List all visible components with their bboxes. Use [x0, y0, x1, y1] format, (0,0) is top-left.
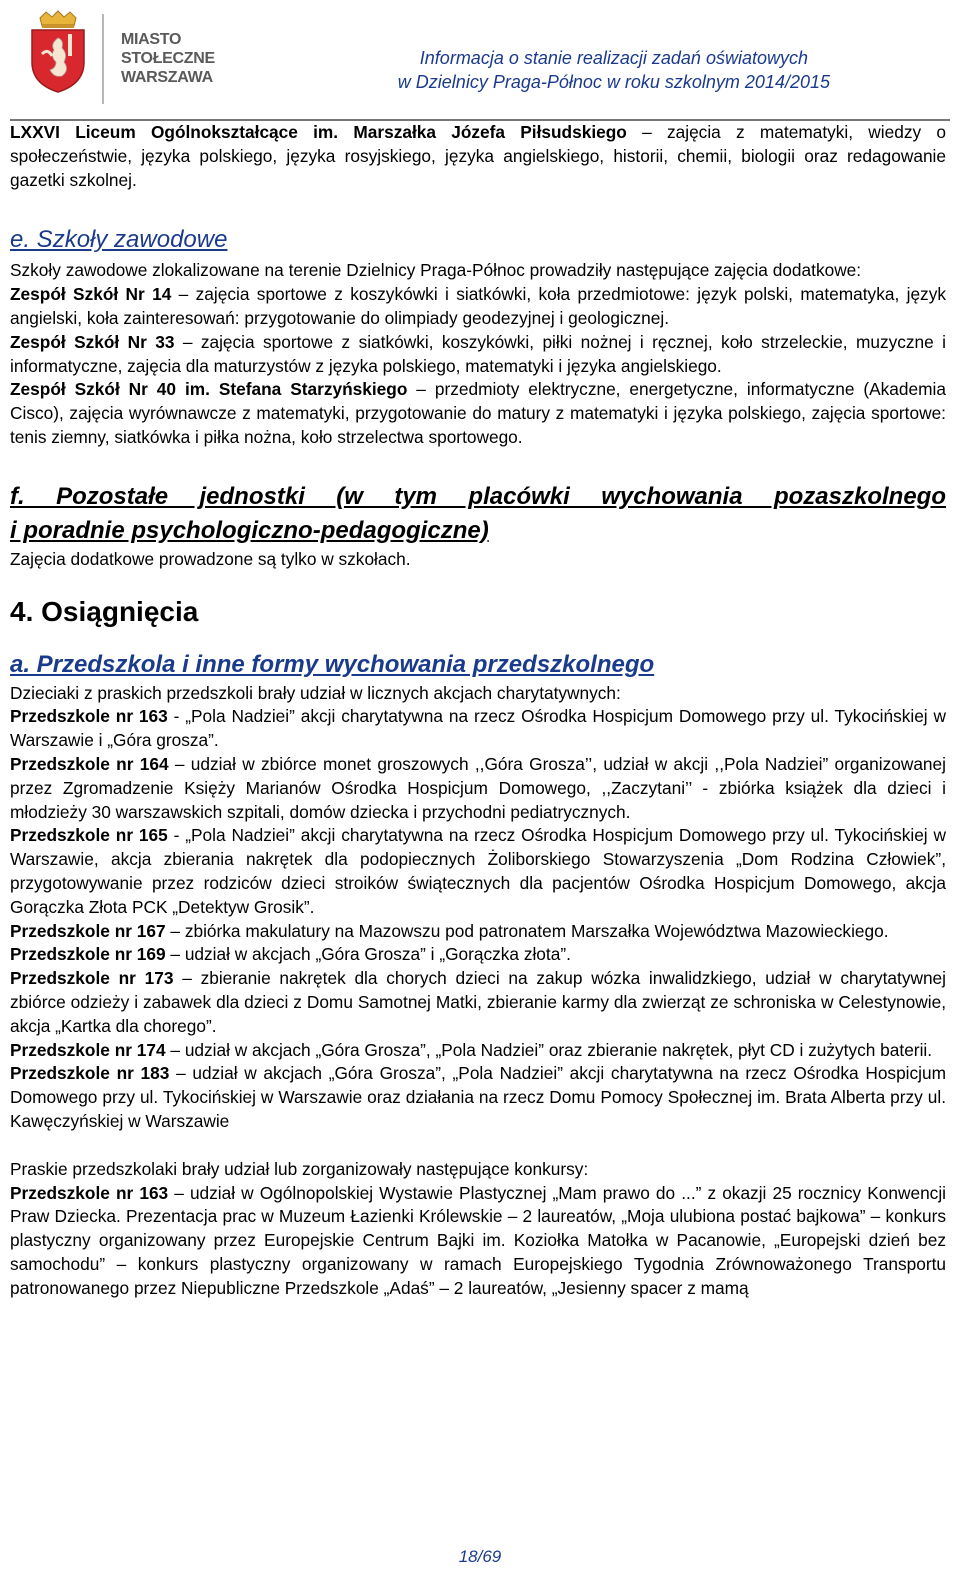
section-a-intro: Dzieciaki z praskich przedszkoli brały udział w licznych akcjach charytatywnych: — [10, 682, 621, 703]
page-content — [10, 121, 946, 1300]
preschool-name: Przedszkole nr 163 — [10, 1182, 169, 1203]
city-name — [121, 30, 215, 87]
school-name: Zespół Szkół Nr 33 — [10, 331, 175, 352]
contest-entry — [10, 1182, 946, 1301]
preschool-entry — [10, 753, 946, 824]
preschool-entry-text: - „Pola Nadziei” akcji charytatywna na rzecz Ośrodka Hospicjum Domowego przy ul. Tykocińskiej w Warszawie i „Góra grosza”. — [10, 706, 947, 751]
paragraph-text: – zajęcia z matematyki, wiedzy o społeczeństwie, języka polskiego, języka rosyjskiego, języka angielskiego, historii, chemii, biologii oraz redagowanie gazetki szkolnej. — [10, 122, 946, 190]
school-name: Zespół Szkół Nr 40 im. Stefana Starzyńskiego — [10, 379, 408, 400]
preschool-entry-text: – udział w akcjach „Góra Grosza”, „Pola Nadziei” oraz zbieranie nakrętek, płyt CD i zużytych baterii. — [165, 1039, 933, 1060]
school-entry — [10, 331, 946, 379]
school-name: Zespół Szkół Nr 14 — [10, 284, 172, 305]
contest-intro: Praskie przedszkolaki brały udział lub zorganizowały następujące konkursy: — [10, 1158, 589, 1179]
spacer — [10, 1134, 946, 1158]
preschool-name: Przedszkole nr 164 — [10, 753, 169, 774]
section-f-text: Zajęcia dodatkowe prowadzone są tylko w szkołach. — [10, 548, 411, 569]
preschool-entry — [10, 920, 946, 944]
school-entry-text: – zajęcia sportowe z siatkówki, koszykówki, piłki nożnej i ręcznej, koło strzeleckie, muzyczne i informatyczne, zajęcia dla maturzystów z języka polskiego, matematyki i języka angielskiego. — [10, 331, 946, 376]
preschool-entry — [10, 824, 946, 919]
section-e-heading: e. Szkoły zawodowe — [10, 226, 228, 254]
preschool-entry — [10, 1039, 946, 1063]
school-entry — [10, 378, 946, 449]
school-entry — [10, 283, 946, 331]
logo-divider — [102, 14, 104, 104]
school-name: LXXVI Liceum Ogólnokształcące im. Marszałka Józefa Piłsudskiego — [10, 122, 627, 142]
preschool-entry-text: - „Pola Nadziei” akcji charytatywna na rzecz Ośrodka Hospicjum Domowego przy ul. Tykocińskiej w Warszawie, akcja zbierania nakrętek dla podopiecznych Żoliborskiego Stowarzyszenia „Dom Rodzina Człowiek”, przygotowywanie przez rodziców dzieci stroików świątecznych dla pacjentów Ośrodka Hospicjum Domowego, akcja Gorączka Złota PCK „Detektyw Grosik”. — [10, 825, 947, 917]
school-entry-text: – przedmioty elektryczne, energetyczne, informatyczne (Akademia Cisco), zajęcia wyrównawcze z matematyki, przygotowanie do matury z matematyki i języka polskiego, zajęcia sportowe: tenis ziemny, siatkówka i piłka nożna, koło strzelectwa sportowego. — [10, 379, 946, 447]
preschool-name: Przedszkole nr 174 — [10, 1039, 166, 1060]
page-number: 18/69 — [458, 1547, 502, 1566]
document-title — [398, 46, 830, 94]
preschool-name: Przedszkole nr 163 — [10, 706, 168, 727]
preschool-name: Przedszkole nr 165 — [10, 825, 168, 846]
preschool-entry-text: – udział w akcjach „Góra Grosza” i „Gorączka złota”. — [165, 944, 571, 965]
preschool-entry-text: – udział w akcjach „Góra Grosza”, „Pola Nadziei” akcji charytatywna na rzecz Ośrodka Hospicjum Domowego przy ul. Tykocińskiej w Warszawie oraz działania na rzecz Domu Pomocy Społecznej im. Brata Alberta przy ul. Kawęczyńskiej w Warszawie — [10, 1063, 947, 1131]
preschool-entry-text: – zbiórka makulatury na Mazowszu pod patronatem Marszałka Województwa Mazowieckiego. — [165, 920, 889, 941]
preschool-entry-text: – zbieranie nakrętek dla chorych dzieci na zakup wózka inwalidzkiego, udział w charytatywnej zbiórce odzieży i zabawek dla dzieci z Domu Samotnej Matki, zbieranie karmy dla zwierząt ze schroniska w Celestynowie, akcja „Kartka dla chorego”. — [10, 968, 947, 1036]
city-name-line: WARSZAWA — [121, 69, 213, 86]
section-f-heading-line1: f. Pozostałe jednostki (w tym placówki wychowania pozaszkolnego — [10, 482, 946, 510]
preschool-name: Przedszkole nr 173 — [10, 968, 174, 989]
section-4-heading: 4. Osiągnięcia — [10, 595, 199, 627]
city-name-line: STOŁECZNE — [121, 50, 215, 67]
preschool-name: Przedszkole nr 169 — [10, 944, 166, 965]
warsaw-coat-of-arms-icon — [28, 10, 88, 94]
city-name-line: MIASTO — [121, 31, 182, 48]
contest-entry-text: – udział w Ogólnopolskiej Wystawie Plastycznej „Mam prawo do ...” z okazji 25 rocznicy Konwencji Praw Dziecka. Prezentacja prac w Muzeum Łazienki Królewskie – 2 laureatów, „Moja ulubiona postać bajkowa” – konkurs plastyczny organizowany przez Europejskie Centrum Bajki im. Koziołka Matołka w Pacanowie, „Europejski dzień bez samochodu” – konkurs plastyczny organizowany w ramach Europejskiego Tygodnia Zrównoważonego Transportu patronowanego przez Niepubliczne Przedszkole „Adaś” – 2 laureatów, „Jesienny spacer z mamą — [10, 1182, 946, 1298]
paragraph-liceum — [10, 121, 946, 192]
preschool-name: Przedszkole nr 183 — [10, 1063, 170, 1084]
preschool-entry — [10, 1062, 946, 1133]
section-f-heading-line2: i poradnie psychologiczno-pedagogiczne) — [10, 516, 489, 544]
preschool-entry — [10, 705, 946, 753]
document-title-line1: Informacja o stanie realizacji zadań oświatowych — [419, 48, 808, 68]
school-entry-text: – zajęcia sportowe z koszykówki i siatkówki, koła przedmiotowe: język polski, matematyka, język angielski, koła zainteresowań: przygotowanie do olimpiady geodezyjnej i geologicznej. — [10, 284, 946, 328]
preschool-entry — [10, 943, 946, 967]
preschool-entry — [10, 967, 946, 1038]
section-e-intro: Szkoły zawodowe zlokalizowane na terenie Dzielnicy Praga-Północ prowadziły następujące zajęcia dodatkowe: — [10, 260, 862, 281]
section-a-heading: a. Przedszkola i inne formy wychowania przedszkolnego — [10, 650, 655, 678]
page-header — [0, 0, 960, 122]
document-title-line2: w Dzielnicy Praga-Północ w roku szkolnym 2014/2015 — [397, 72, 830, 92]
preschool-name: Przedszkole nr 167 — [10, 920, 166, 941]
preschool-entry-text: – udział w zbiórce monet groszowych ,,Góra Grosza’’, udział w akcji ,,Pola Nadziei” organizowanej przez Zgromadzenie Księży Marianów Ośrodka Hospicjum Domowego, ,,Zaczytani’’ - zbiórka książek dla dzieci i młodzieży 30 warszawskich szpitali, domów dziecka i przychodni pediatrycznych. — [10, 753, 946, 822]
